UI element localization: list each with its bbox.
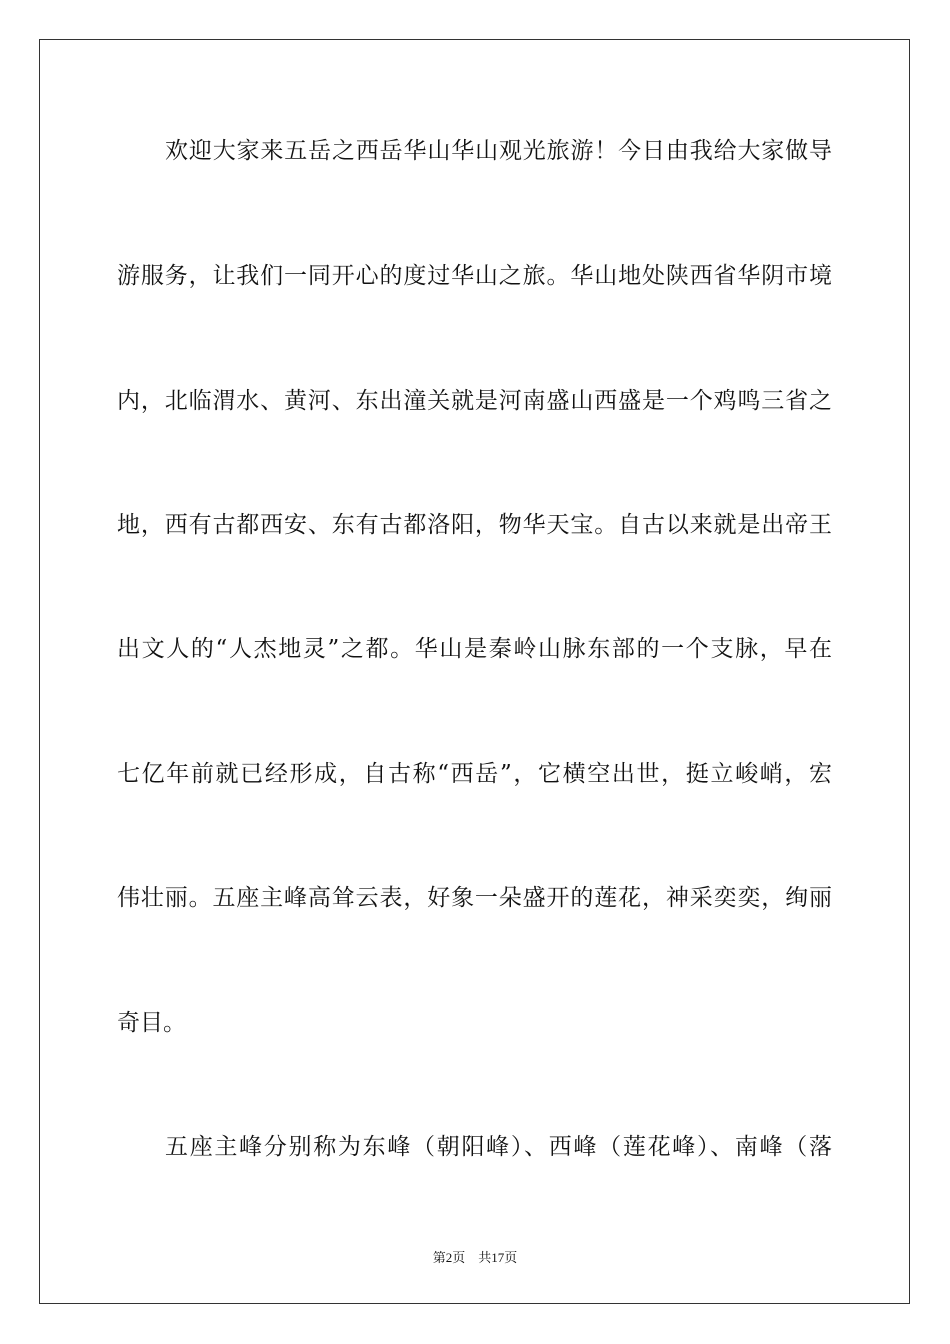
text-line: 地，西有古都西安、东有古都洛阳，物华天宝。自古以来就是出帝王	[117, 512, 832, 538]
text-line: 伟壮丽。五座主峰高耸云表，好象一朵盛开的莲花，神采奕奕，绚丽	[117, 885, 832, 911]
text-line: 出文人的“人杰地灵”之都。华山是秦岭山脉东部的一个支脉，早在	[117, 636, 832, 662]
page-footer	[0, 1247, 950, 1266]
text-line: 内，北临渭水、黄河、东出潼关就是河南盛山西盛是一个鸡鸣三省之	[117, 388, 832, 414]
text-line: 奇目。	[117, 1010, 186, 1036]
text-line: 五座主峰分别称为东峰（朝阳峰）、西峰（莲花峰）、南峰（落	[165, 1134, 832, 1160]
page-number: 第2页	[432, 1250, 466, 1265]
page-border	[39, 39, 910, 1304]
text-line: 游服务，让我们一同开心的度过华山之旅。华山地处陕西省华阴市境	[117, 263, 832, 289]
page-total: 共17页	[478, 1250, 518, 1265]
text-line: 七亿年前就已经形成，自古称“西岳”，它横空出世，挺立峻峭，宏	[117, 761, 832, 787]
text-line: 欢迎大家来五岳之西岳华山华山观光旅游！今日由我给大家做导	[165, 138, 832, 164]
